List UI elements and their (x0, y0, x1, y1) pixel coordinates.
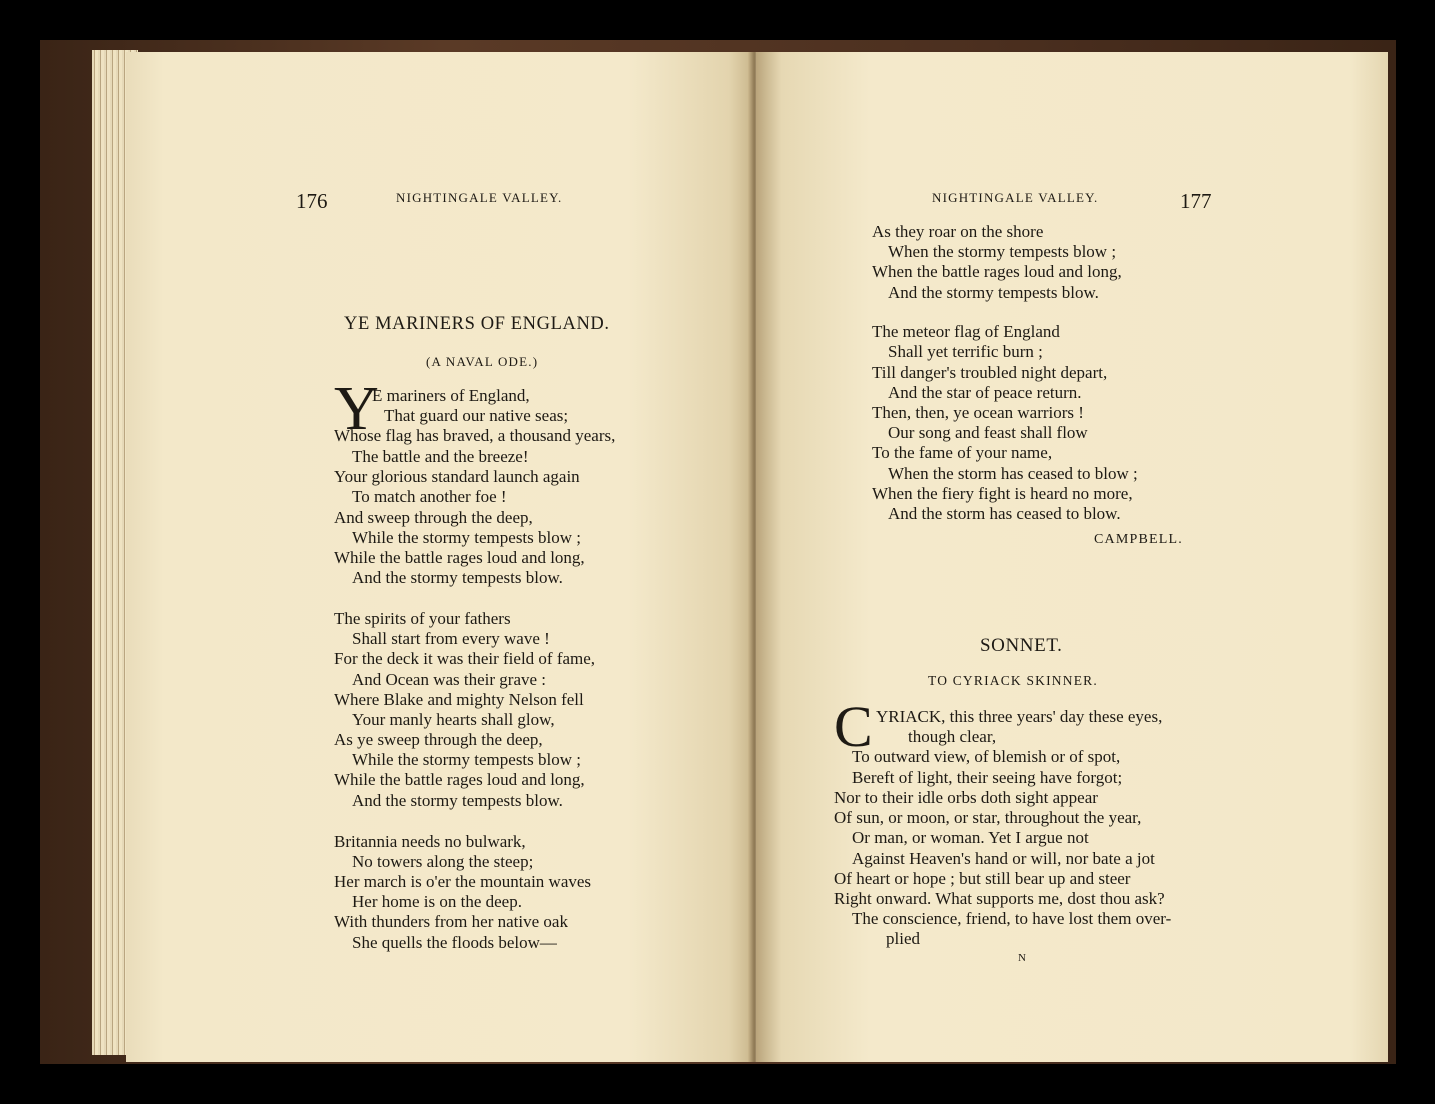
sonnet-line: Nor to their idle orbs doth sight appear (834, 788, 1098, 807)
signature-mark: N (1018, 952, 1028, 964)
poem-line: The spirits of your fathers (334, 609, 511, 628)
poem-title: YE MARINERS OF ENGLAND. (344, 314, 610, 334)
poem-line: Her home is on the deep. (352, 892, 522, 911)
poem-line: Shall yet terrific burn ; (888, 342, 1043, 361)
poem-line: E mariners of England, (372, 386, 530, 405)
poem-line: The meteor flag of England (872, 322, 1060, 341)
poem-line: While the battle rages loud and long, (334, 770, 585, 789)
sonnet-line: Or man, or woman. Yet I argue not (852, 828, 1089, 847)
sonnet-line: The conscience, friend, to have lost them over- (852, 909, 1172, 928)
poem-line: While the stormy tempests blow ; (352, 528, 581, 547)
sonnet-line: To outward view, of blemish or of spot, (852, 747, 1121, 766)
drop-cap: C (834, 694, 873, 759)
poem-line: Your manly hearts shall glow, (352, 710, 555, 729)
poem-line: Whose flag has braved, a thousand years, (334, 426, 616, 445)
sonnet-line: Of heart or hope ; but still bear up and steer (834, 869, 1131, 888)
poem-line: Shall start from every wave ! (352, 629, 550, 648)
page-number: 176 (296, 189, 328, 213)
poem-line: When the stormy tempests blow ; (888, 242, 1117, 261)
poem-line: As ye sweep through the deep, (334, 730, 543, 749)
poem-line: To the fame of your name, (872, 443, 1053, 462)
poem-line: And sweep through the deep, (334, 508, 533, 527)
poem-line: And the stormy tempests blow. (352, 791, 563, 810)
drop-cap: Y (334, 375, 379, 443)
right-page (756, 52, 1388, 1062)
poem-line: And the stormy tempests blow. (888, 283, 1099, 302)
sonnet-line: Bereft of light, their seeing have forgot; (852, 768, 1123, 787)
poem-line: No towers along the steep; (352, 852, 534, 871)
running-header: NIGHTINGALE VALLEY. (396, 190, 563, 205)
sonnet-line: Of sun, or moon, or star, throughout the year, (834, 808, 1142, 827)
sonnet-line: plied (886, 929, 920, 948)
attribution: CAMPBELL. (1094, 532, 1183, 547)
poem-line: Our song and feast shall flow (888, 423, 1088, 442)
sonnet-subtitle: TO CYRIACK SKINNER. (928, 673, 1098, 688)
poem-line: Then, then, ye ocean warriors ! (872, 403, 1084, 422)
poem-line: Where Blake and mighty Nelson fell (334, 690, 584, 709)
poem-line: Britannia needs no bulwark, (334, 832, 526, 851)
poem-line: When the fiery fight is heard no more, (872, 484, 1133, 503)
poem-line: She quells the floods below— (352, 933, 557, 952)
left-page (126, 52, 754, 1062)
poem-line: When the storm has ceased to blow ; (888, 464, 1138, 483)
poem-line: As they roar on the shore (872, 222, 1044, 241)
poem-line: And the star of peace return. (888, 383, 1082, 402)
sonnet-line: Against Heaven's hand or will, nor bate a jot (852, 849, 1155, 868)
sonnet-line: Right onward. What supports me, dost thou ask? (834, 889, 1165, 908)
poem-line: While the battle rages loud and long, (334, 548, 585, 567)
sonnet-line: YRIACK, this three years' day these eyes, (876, 707, 1163, 726)
poem-line: And Ocean was their grave : (352, 670, 547, 689)
page-number: 177 (1180, 189, 1212, 213)
poem-line: While the stormy tempests blow ; (352, 750, 581, 769)
poem-line: That guard our native seas; (384, 406, 569, 425)
sonnet-title: SONNET. (980, 635, 1063, 656)
poem-subtitle: (A NAVAL ODE.) (426, 354, 539, 369)
sonnet-line: though clear, (908, 727, 997, 746)
poem-line: For the deck it was their field of fame, (334, 649, 596, 668)
poem-line: Your glorious standard launch again (334, 467, 580, 486)
poem-line: Her march is o'er the mountain waves (334, 872, 592, 891)
poem-line: And the stormy tempests blow. (352, 568, 563, 587)
poem-line: The battle and the breeze! (352, 447, 529, 466)
poem-line: And the storm has ceased to blow. (888, 504, 1121, 523)
poem-line: To match another foe ! (352, 487, 507, 506)
poem-line: Till danger's troubled night depart, (872, 363, 1108, 382)
poem-line: With thunders from her native oak (334, 912, 568, 931)
poem-line: When the battle rages loud and long, (872, 262, 1122, 281)
running-header: NIGHTINGALE VALLEY. (932, 190, 1099, 205)
